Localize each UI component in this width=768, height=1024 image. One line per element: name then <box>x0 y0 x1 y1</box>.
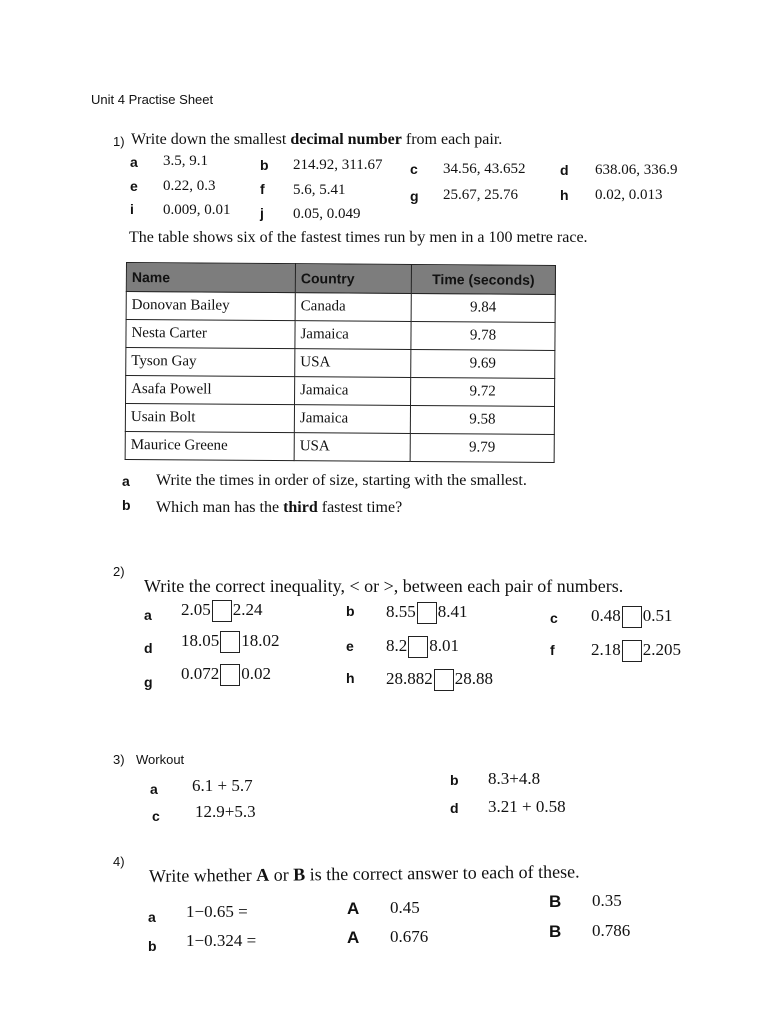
q1-item-i-label: i <box>130 201 134 217</box>
q1-item-e-value: 0.22, 0.3 <box>163 178 216 194</box>
q2-item-d-right: 18.02 <box>241 631 280 650</box>
question-3-title: Workout <box>136 752 185 767</box>
q1-sub-a-text: Write the times in order of size, starting with the smallest. <box>156 472 527 489</box>
q2-item-c-answer-box[interactable] <box>622 606 642 628</box>
q2-item-a-right: 2.24 <box>232 600 263 619</box>
q2-item-f-answer-box[interactable] <box>622 640 642 662</box>
q1-item-a-value: 3.5, 9.1 <box>163 153 208 169</box>
question-2-number: 2) <box>113 564 125 579</box>
q2-item-h-left: 28.882 <box>386 669 433 688</box>
table-intro: The table shows six of the fastest times run by men in a 100 metre race. <box>129 229 588 246</box>
question-2-instruction: Write the correct inequality, < or >, between each pair of numbers. <box>144 576 624 596</box>
q4-item-b-label: b <box>148 938 157 954</box>
q1-item-e-label: e <box>130 178 138 194</box>
cell-country: Jamaica <box>295 377 411 406</box>
q2-item-e-left: 8.2 <box>386 636 408 655</box>
q1-sub-a-label: a <box>122 473 130 489</box>
q2-item-f-left: 2.18 <box>591 640 621 659</box>
q2-item-f-right: 2.205 <box>642 640 681 659</box>
q2-item-g-left: 0.072 <box>181 664 220 683</box>
q1-item-h-label: h <box>560 187 569 203</box>
header-time: Time (seconds) <box>411 264 555 294</box>
cell-name: Maurice Greene <box>125 431 294 460</box>
q1-item-a-label: a <box>130 154 138 170</box>
q4-instr-part-5: is the correct answer to each of these. <box>305 861 580 885</box>
cell-time: 9.79 <box>410 433 554 462</box>
q3-item-b-expr: 8.3+4.8 <box>488 769 541 788</box>
q2-item-f-label: f <box>550 642 555 658</box>
table-row <box>126 292 555 323</box>
q3-item-a-expr: 6.1 + 5.7 <box>192 776 253 795</box>
q4-item-a-option-a-label: A <box>347 899 360 918</box>
q4-item-b-expr: 1−0.324 = <box>186 931 257 950</box>
cell-time: 9.84 <box>411 293 555 322</box>
q3-item-c-label: c <box>152 808 160 824</box>
q2-item-h-label: h <box>346 670 355 686</box>
q2-item-e-label: e <box>346 638 354 654</box>
q1-sub-b-part-1: Which man has the <box>156 499 284 516</box>
q1-item-j-value: 0.05, 0.049 <box>293 206 361 222</box>
q2-item-d-left: 18.05 <box>181 631 220 650</box>
q2-item-a-label: a <box>144 607 152 623</box>
q3-item-d-label: d <box>450 800 459 816</box>
q2-item-c <box>591 606 673 628</box>
question-3-number: 3) <box>113 752 125 767</box>
cell-name: Usain Bolt <box>125 404 294 433</box>
question-4-instruction <box>149 861 580 887</box>
q2-item-g <box>181 664 271 686</box>
cell-country: USA <box>294 433 410 462</box>
question-4-number: 4) <box>113 854 125 869</box>
q4-item-b-option-b-label: B <box>549 922 562 941</box>
table-header-row <box>126 263 555 295</box>
q1-sub-b-label: b <box>122 497 131 513</box>
q1-item-g-value: 25.67, 25.76 <box>443 187 518 203</box>
table-row <box>125 404 554 435</box>
q4-item-b-option-a-value: 0.676 <box>390 927 429 946</box>
cell-name: Nesta Carter <box>126 320 295 349</box>
q2-item-f <box>591 640 681 662</box>
table-row <box>126 348 555 379</box>
q3-item-a-label: a <box>150 781 158 797</box>
cell-time: 9.78 <box>411 321 555 350</box>
q4-item-a-option-b-value: 0.35 <box>592 891 622 910</box>
cell-time: 9.72 <box>411 377 555 406</box>
cell-name: Asafa Powell <box>126 376 295 405</box>
q2-item-h-answer-box[interactable] <box>434 669 454 691</box>
q4-item-b-option-a-label: A <box>347 928 360 947</box>
cell-country: Canada <box>295 293 411 322</box>
q2-item-b-right: 8.41 <box>437 602 468 621</box>
q2-item-c-label: c <box>550 610 558 626</box>
table-row <box>126 320 555 351</box>
q3-item-b-label: b <box>450 772 459 788</box>
table-row <box>126 376 555 407</box>
q1-item-h-value: 0.02, 0.013 <box>595 187 663 203</box>
cell-time: 9.69 <box>411 349 555 378</box>
q2-item-d <box>181 631 280 653</box>
q1-item-g-label: g <box>410 188 419 204</box>
q2-item-h <box>386 669 493 691</box>
sheet-title: Unit 4 Practise Sheet <box>91 92 214 107</box>
header-name: Name <box>126 263 295 293</box>
cell-time: 9.58 <box>410 405 554 434</box>
cell-name: Donovan Bailey <box>126 292 295 321</box>
q4-item-a-option-a-value: 0.45 <box>390 898 420 917</box>
q1-item-b-value: 214.92, 311.67 <box>293 157 383 173</box>
q2-item-b-answer-box[interactable] <box>417 602 437 624</box>
q2-item-b-left: 8.55 <box>386 602 416 621</box>
q3-item-c-expr: 12.9+5.3 <box>195 802 256 821</box>
question-1-number: 1) <box>113 134 125 149</box>
q1-sub-b-text <box>156 499 402 517</box>
q1-item-i-value: 0.009, 0.01 <box>163 202 231 218</box>
q1-item-j-label: j <box>260 205 264 221</box>
q2-item-c-left: 0.48 <box>591 606 621 625</box>
q2-item-e-answer-box[interactable] <box>408 636 428 658</box>
q4-item-a-label: a <box>148 909 156 925</box>
q1-item-d-label: d <box>560 162 569 178</box>
q1-item-f-value: 5.6, 5.41 <box>293 182 346 198</box>
cell-country: Jamaica <box>295 321 411 350</box>
question-1-instruction <box>131 131 502 149</box>
q2-item-d-answer-box[interactable] <box>220 631 240 653</box>
q1-instr-part-1: Write down the smallest <box>131 131 291 148</box>
q2-item-g-answer-box[interactable] <box>220 664 240 686</box>
q1-item-b-label: b <box>260 157 269 173</box>
q2-item-e <box>386 636 459 658</box>
q1-item-d-value: 638.06, 336.9 <box>595 162 678 178</box>
q4-item-a-expr: 1−0.65 = <box>186 902 248 921</box>
q4-instr-bold-a: A <box>256 864 270 885</box>
q1-instr-part-3: from each pair. <box>401 131 503 148</box>
q2-item-b <box>386 602 468 624</box>
cell-name: Tyson Gay <box>126 348 295 377</box>
q2-item-a-answer-box[interactable] <box>212 600 232 622</box>
q1-item-c-label: c <box>410 161 418 177</box>
q1-instr-bold: decimal number <box>290 131 402 148</box>
q2-item-h-right: 28.88 <box>454 669 493 688</box>
q4-instr-bold-b: B <box>293 864 306 885</box>
q2-item-e-right: 8.01 <box>429 636 459 655</box>
q4-item-b-option-b-value: 0.786 <box>592 921 631 940</box>
cell-country: Jamaica <box>294 405 410 434</box>
table-row <box>125 431 554 462</box>
q4-instr-part-1: Write whether <box>148 864 257 886</box>
q2-item-a-left: 2.05 <box>181 600 211 619</box>
q2-item-a <box>181 600 263 622</box>
q1-item-c-value: 34.56, 43.652 <box>443 161 526 177</box>
q1-sub-b-part-3: fastest time? <box>317 499 403 516</box>
q1-sub-b-bold: third <box>283 499 318 516</box>
q2-item-b-label: b <box>346 603 355 619</box>
q2-item-g-label: g <box>144 674 153 690</box>
q4-instr-part-3: or <box>269 864 294 885</box>
cell-country: USA <box>295 349 411 378</box>
q1-item-f-label: f <box>260 181 265 197</box>
q2-item-c-right: 0.51 <box>642 606 673 625</box>
q3-item-d-expr: 3.21 + 0.58 <box>488 797 566 816</box>
race-times-table <box>125 262 556 463</box>
header-country: Country <box>295 264 411 294</box>
q2-item-g-right: 0.02 <box>241 664 271 683</box>
q2-item-d-label: d <box>144 640 153 656</box>
q4-item-a-option-b-label: B <box>549 892 562 911</box>
